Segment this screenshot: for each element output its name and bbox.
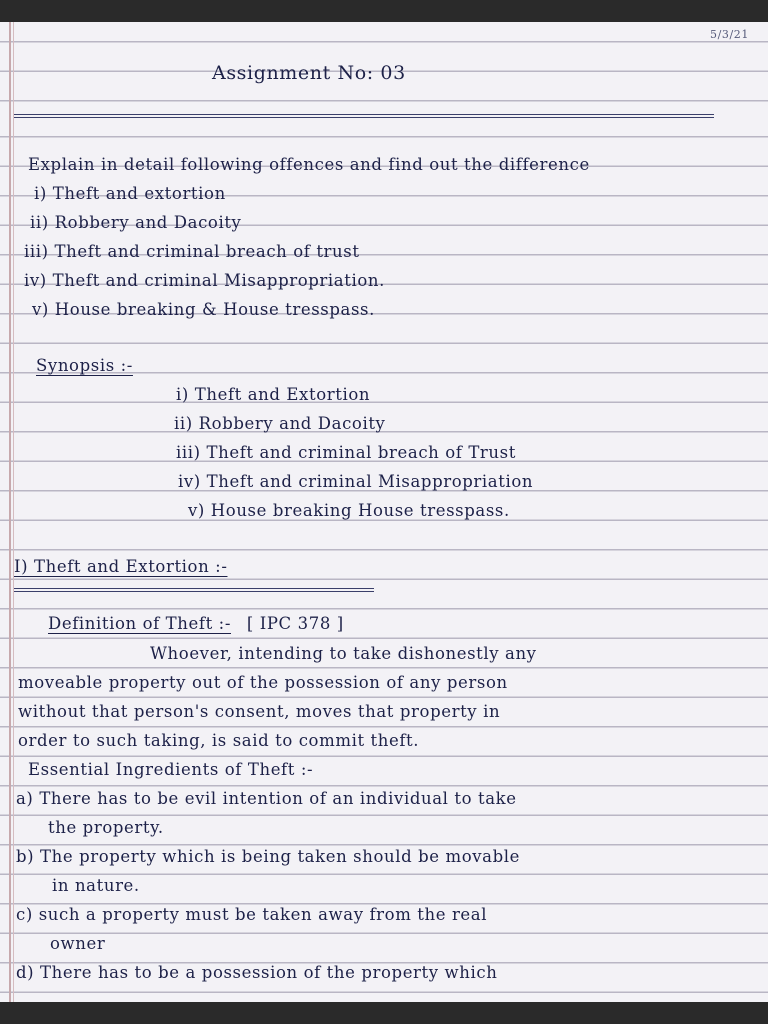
definition-line-1: Whoever, intending to take dishonestly any: [150, 644, 537, 663]
synopsis-item-4: iv) Theft and criminal Misappropriation: [178, 472, 534, 491]
assignment-title: Assignment No: 03: [212, 62, 406, 84]
synopsis-item-5: v) House breaking House tresspass.: [188, 501, 510, 520]
synopsis-item-3: iii) Theft and criminal breach of Trust: [176, 443, 516, 462]
ingredient-a-cont: the property.: [48, 818, 164, 837]
ingredient-c-cont: owner: [50, 934, 106, 953]
section1-heading: I) Theft and Extortion :-: [14, 557, 228, 576]
margin-line: [9, 22, 11, 1002]
synopsis-item-2: ii) Robbery and Dacoity: [174, 414, 386, 433]
question-item-3: iii) Theft and criminal breach of trust: [24, 242, 360, 261]
ingredients-heading: Essential Ingredients of Theft :-: [28, 760, 314, 779]
ingredient-b-cont: in nature.: [52, 876, 140, 895]
definition-line-4: order to such taking, is said to commit theft.: [18, 731, 420, 750]
question-item-5: v) House breaking & House tresspass.: [32, 300, 375, 319]
synopsis-item-1: i) Theft and Extortion: [176, 385, 371, 404]
question-intro: Explain in detail following offences and find out the difference: [28, 155, 590, 174]
definition-line-2: moveable property out of the possession of any person: [18, 673, 508, 692]
ingredient-b: b) The property which is being taken should be movable: [16, 847, 521, 866]
question-item-1: i) Theft and extortion: [34, 184, 226, 203]
definition-heading-text: Definition of Theft :-: [48, 614, 231, 633]
ingredient-c: c) such a property must be taken away from the real: [16, 905, 488, 924]
ingredient-d: d) There has to be a possession of the property which: [16, 963, 498, 982]
title-rule: [14, 114, 714, 118]
synopsis-heading: Synopsis :-: [36, 356, 133, 375]
definition-heading: [48, 614, 344, 633]
definition-line-3: without that person's consent, moves that property in: [18, 702, 501, 721]
section1-rule: [14, 588, 374, 592]
ingredient-a: a) There has to be evil intention of an individual to take: [16, 789, 517, 808]
definition-ref: [ IPC 378 ]: [246, 614, 344, 633]
margin-line-inner: [13, 22, 14, 1002]
question-item-4: iv) Theft and criminal Misappropriation.: [24, 271, 385, 290]
date-note: 5/3/21: [710, 28, 750, 41]
question-item-2: ii) Robbery and Dacoity: [30, 213, 242, 232]
notebook-page: [0, 22, 768, 1002]
